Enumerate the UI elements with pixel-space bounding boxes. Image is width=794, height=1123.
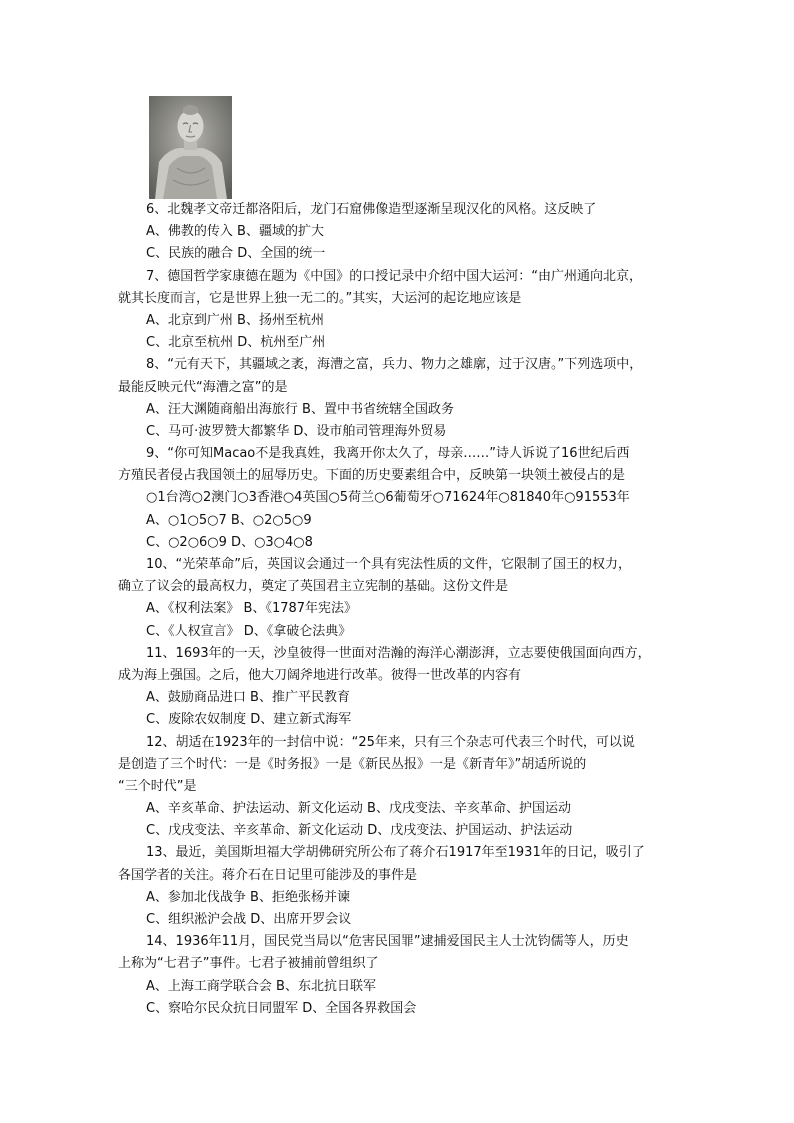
- answer-options: C、《人权宣言》 D、《拿破仑法典》: [146, 623, 352, 639]
- text-line: 11、1693年的一天，沙皇彼得一世面对浩瀚的海洋心潮澎湃，立志要使俄国面向西方，: [146, 645, 651, 661]
- text-line: 是创造了三个时代：一是《时务报》一是《新民丛报》一是《新青年》”胡适所说的: [118, 756, 587, 772]
- answer-options: C、民族的融合 D、全国的统一: [146, 246, 326, 262]
- text-line: 上称为“七君子”事件。七君子被捕前曾组织了: [118, 956, 379, 972]
- answer-options: A、○1○5○7 B、○2○5○9: [146, 512, 312, 528]
- question-text: [118, 199, 688, 1020]
- answer-options: A、鼓励商品进口 B、推广平民教育: [146, 690, 350, 706]
- answer-options: C、马可·波罗赞大都繁华 D、设市舶司管理海外贸易: [146, 423, 447, 439]
- text-line: 13、最近，美国斯坦福大学胡佛研究所公布了蒋介石1917年至1931年的日记，吸引了: [146, 845, 645, 861]
- text-line: 确立了议会的最高权力，奠定了英国君主立宪制的基础。这份文件是: [118, 579, 509, 595]
- answer-options: C、北京至杭州 D、杭州至广州: [146, 335, 326, 351]
- answer-options: A、北京到广州 B、扬州至杭州: [146, 312, 324, 328]
- answer-options: C、察哈尔民众抗日同盟军 D、全国各界救国会: [146, 1000, 417, 1016]
- answer-options: A、上海工商学联合会 B、东北抗日联军: [146, 978, 376, 994]
- answer-options: ○1台湾○2澳门○3香港○4英国○5荷兰○6葡萄牙○71624年○81840年○91553年: [146, 490, 630, 506]
- text-line: 各国学者的关注。蒋介石在日记里可能涉及的事件是: [118, 867, 418, 883]
- answer-options: A、参加北伐战争 B、拒绝张杨并谏: [146, 889, 350, 905]
- text-line: 14、1936年11月，国民党当局以“危害民国罪”逮捕爱国民主人士沈钧儒等人，历史: [146, 934, 629, 950]
- text-line: 8、“元有天下，其疆域之袤，海漕之富，兵力、物力之雄廓，过于汉唐。”下列选项中，: [146, 357, 643, 373]
- text-line: 7、德国哲学家康德在题为《中国》的口授记录中介绍中国大运河：“由广州通向北京，: [146, 268, 643, 284]
- buddha-statue-photo: [149, 96, 232, 199]
- text-line: 最能反映元代“海漕之富”的是: [118, 379, 288, 395]
- text-line: “三个时代”是: [118, 778, 197, 794]
- answer-options: A、佛教的传入 B、疆域的扩大: [146, 224, 324, 240]
- answer-options: A、汪大渊随商船出海旅行 B、置中书省统辖全国政务: [146, 401, 454, 417]
- answer-options: C、戊戌变法、辛亥革命、新文化运动 D、戊戌变法、护国运动、护法运动: [146, 823, 573, 839]
- answer-options: C、组织淞沪会战 D、出席开罗会议: [146, 912, 352, 927]
- text-line: 方殖民者侵占我国领土的屈辱历史。下面的历史要素组合中，反映第一块领土被侵占的是: [118, 468, 626, 484]
- text-line: 10、“光荣革命”后，英国议会通过一个具有宪法性质的文件，它限制了国王的权力，: [146, 557, 632, 572]
- text-line: 就其长度而言，它是世界上独一无二的。”其实，大运河的起讫地应该是: [118, 290, 522, 306]
- answer-options: C、○2○6○9 D、○3○4○8: [146, 534, 313, 550]
- answer-options: A、《权利法案》 B、《1787年宪法》: [146, 601, 358, 617]
- answer-options: A、辛亥革命、护法运动、新文化运动 B、戊戌变法、辛亥革命、护国运动: [146, 801, 571, 817]
- answer-options: C、废除农奴制度 D、建立新式海军: [146, 712, 352, 728]
- text-line: 成为海上强国。之后，他大刀阔斧地进行改革。彼得一世改革的内容有: [118, 667, 522, 683]
- text-line: 12、胡适在1923年的一封信中说：“25年来，只有三个杂志可代表三个时代，可以说: [146, 734, 635, 750]
- text-line: 9、“你可知Macao不是我真姓，我离开你太久了，母亲……”诗人诉说了16世纪后西: [146, 446, 630, 462]
- text-line: 6、北魏孝文帝迁都洛阳后，龙门石窟佛像造型逐渐呈现汉化的风格。这反映了: [146, 202, 597, 217]
